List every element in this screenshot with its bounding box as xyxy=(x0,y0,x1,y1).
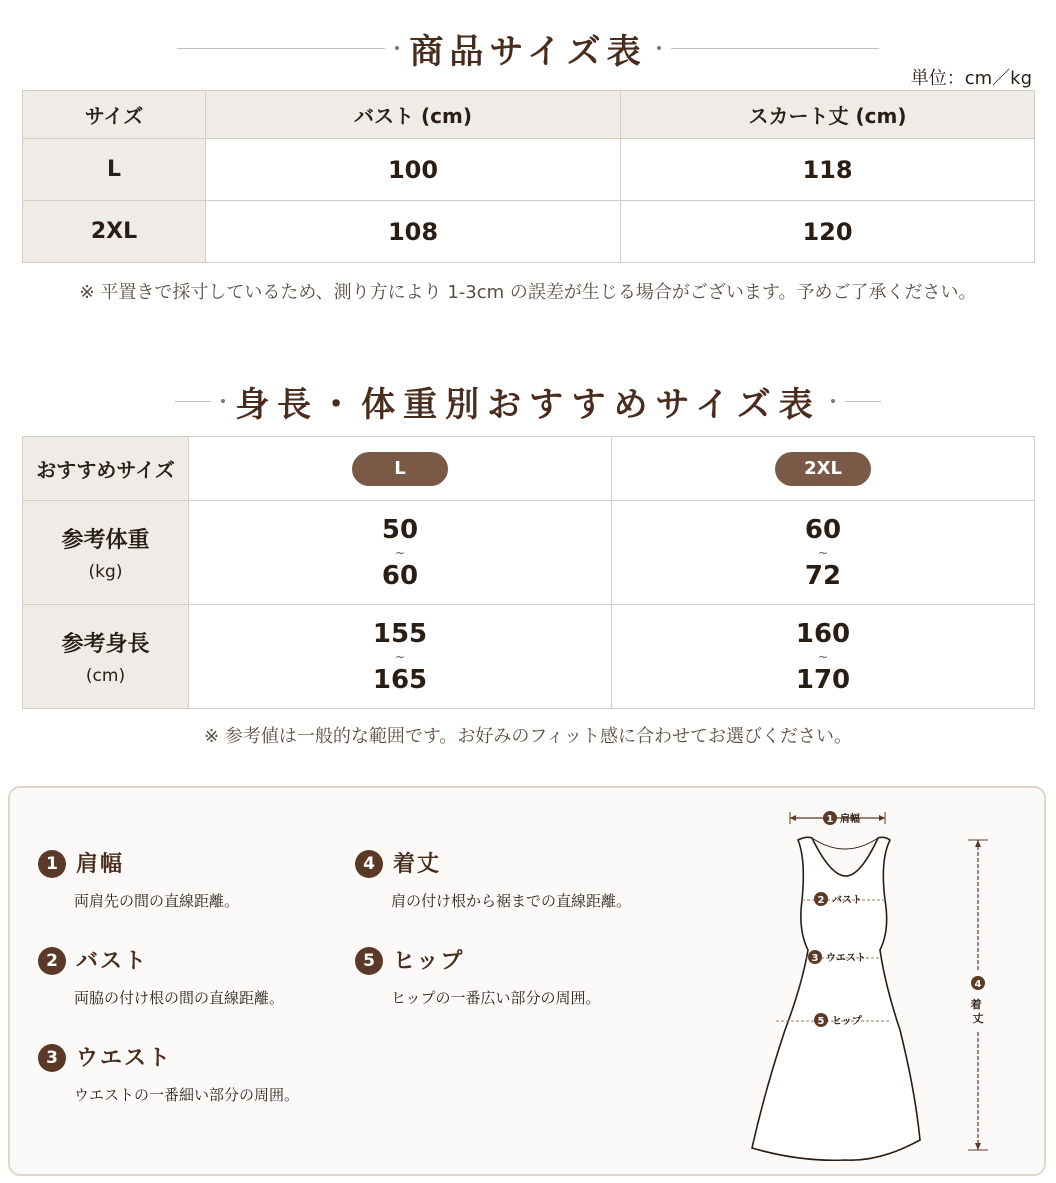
size-cell: L xyxy=(23,139,206,201)
number-badge: 3 xyxy=(38,1044,66,1072)
svg-text:4: 4 xyxy=(974,979,982,990)
title-dot-left xyxy=(221,399,225,403)
title-dot-right xyxy=(657,46,661,50)
diagram-label-hip: ヒップ xyxy=(832,1016,862,1027)
range-tilde: ~ xyxy=(817,649,829,664)
guide-item-name: ウエスト xyxy=(76,1046,173,1071)
range-max: 60 xyxy=(381,560,419,591)
size-chart-note: ※ 平置きで採寸しているため、測り方により 1-3cm の誤差が生じる場合がございます。予めご了承ください。 xyxy=(79,282,977,303)
skirt-length-cell: 118 xyxy=(621,139,1035,201)
weight-label-cell xyxy=(23,501,189,605)
skirt-length-cell: 120 xyxy=(621,201,1035,263)
size-pill-cell xyxy=(189,437,612,501)
guide-item-name: バスト xyxy=(76,949,149,974)
height-label-cell xyxy=(23,605,189,709)
arrow-head xyxy=(790,815,796,821)
weight-unit: (kg) xyxy=(88,562,123,582)
recommend-note: ※ 参考値は一般的な範囲です。お好みのフィット感に合わせてお選びください。 xyxy=(204,726,852,747)
number-badge: 1 xyxy=(38,850,66,878)
range-tilde: ~ xyxy=(394,545,406,560)
diagram-label-waist: ウエスト xyxy=(826,953,866,964)
title-line-left xyxy=(175,401,211,402)
range-max: 72 xyxy=(804,560,842,591)
guide-item-name: ヒップ xyxy=(393,949,465,974)
recommend-header-row xyxy=(23,437,1035,501)
size-pill-2xl: 2XL xyxy=(775,452,871,486)
table-header-row xyxy=(23,91,1035,139)
arrow-head xyxy=(879,815,885,821)
svg-text:1: 1 xyxy=(826,814,834,825)
range-tilde: ~ xyxy=(817,545,829,560)
number-badge: 5 xyxy=(355,947,383,975)
diagram-label-shoulder: 肩幅 xyxy=(840,814,860,825)
weight-range-l xyxy=(189,501,612,605)
recommend-title-bar xyxy=(0,378,1056,424)
dress-neckline xyxy=(812,838,878,849)
unit-label: 単位：cm／kg xyxy=(910,68,1032,89)
height-range-l xyxy=(189,605,612,709)
size-pill-cell xyxy=(612,437,1035,501)
size-chart-title-bar xyxy=(0,26,1056,70)
size-pill-l: L xyxy=(352,452,448,486)
header-size: サイズ xyxy=(23,91,206,139)
weight-row xyxy=(23,501,1035,605)
guide-item-desc: 両肩先の間の直線距離。 xyxy=(74,892,240,910)
title-line-right xyxy=(671,48,879,49)
table-row xyxy=(23,201,1035,263)
diagram-label-bust: バスト xyxy=(832,895,862,906)
bust-cell: 108 xyxy=(206,201,621,263)
title-line-right xyxy=(845,401,881,402)
range-max: 170 xyxy=(795,664,851,695)
dress-diagram xyxy=(740,800,1020,1170)
title-line-left xyxy=(177,48,385,49)
guide-item-desc: 肩の付け根から裾までの直線距離。 xyxy=(391,892,632,910)
arrow-head xyxy=(975,1143,981,1150)
range-min: 155 xyxy=(372,618,428,649)
guide-item-name: 着丈 xyxy=(393,852,442,877)
size-cell: 2XL xyxy=(23,201,206,263)
header-bust: バスト (cm) xyxy=(206,91,621,139)
recommend-title: 身長・体重別おすすめサイズ表 xyxy=(235,384,821,425)
guide-item-name: 肩幅 xyxy=(76,852,125,877)
number-badge: 2 xyxy=(38,947,66,975)
title-dot-right xyxy=(831,399,835,403)
guide-item-desc: ヒップの一番広い部分の周囲。 xyxy=(391,989,601,1007)
range-tilde: ~ xyxy=(394,649,406,664)
bust-cell: 100 xyxy=(206,139,621,201)
number-badge: 4 xyxy=(355,850,383,878)
height-unit: (cm) xyxy=(85,666,126,686)
guide-item-desc: ウエストの一番細い部分の周囲。 xyxy=(74,1086,300,1104)
svg-text:5: 5 xyxy=(817,1016,825,1027)
arrow-head xyxy=(975,840,981,847)
size-chart-title: 商品サイズ表 xyxy=(409,31,647,72)
size-chart-table xyxy=(22,90,1035,263)
weight-label: 参考体重 xyxy=(61,528,150,553)
range-min: 60 xyxy=(804,514,842,545)
recommend-size-label: おすすめサイズ xyxy=(23,437,189,501)
table-row xyxy=(23,139,1035,201)
weight-range-2xl xyxy=(612,501,1035,605)
height-range-2xl xyxy=(612,605,1035,709)
title-dot-left xyxy=(395,46,399,50)
range-min: 50 xyxy=(381,514,419,545)
height-label: 参考身長 xyxy=(61,632,150,657)
range-max: 165 xyxy=(372,664,428,695)
recommend-size-table xyxy=(22,436,1035,709)
header-skirt-length: スカート丈 (cm) xyxy=(621,91,1035,139)
diagram-label-length: 着 丈 xyxy=(970,998,984,1025)
svg-text:2: 2 xyxy=(817,895,825,906)
height-row xyxy=(23,605,1035,709)
range-min: 160 xyxy=(795,618,851,649)
dress-outline xyxy=(752,837,920,1160)
guide-item-desc: 両脇の付け根の間の直線距離。 xyxy=(74,989,285,1007)
svg-text:3: 3 xyxy=(811,953,819,964)
